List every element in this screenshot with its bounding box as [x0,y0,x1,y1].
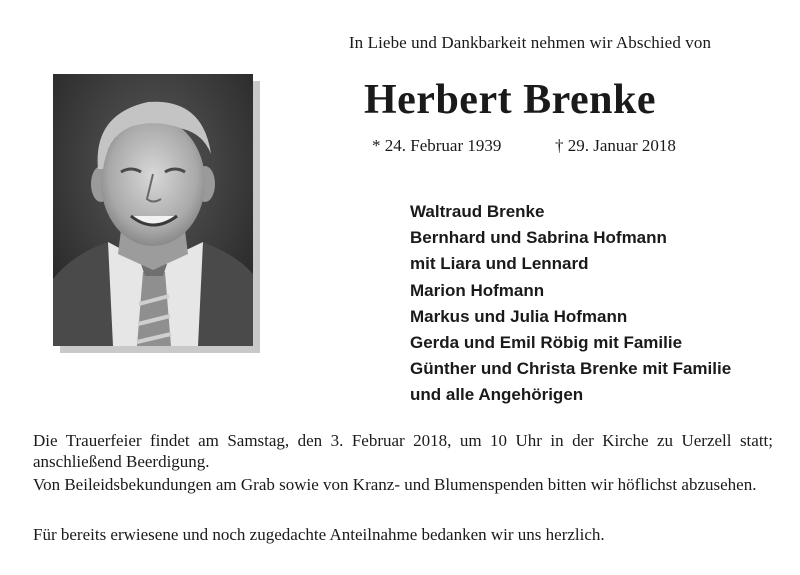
mourner-item: und alle Angehörigen [410,385,584,405]
mourner-item: Waltraud Brenke [410,202,545,221]
deceased-name: Herbert Brenke [364,77,656,123]
thanks-note: Für bereits erwiesene und noch zugedachte Anteilnahme bedanken wir uns herzlich. [33,525,605,544]
mourner-item: Bernhard und Sabrina Hofmann [410,228,667,248]
portrait-photo [53,74,253,346]
mourner-item: Günther und Christa Brenke mit Familie [410,359,732,379]
funeral-info: Die Trauerfeier findet am Samstag, den 3. Februar 2018, um 10 Uhr in der Kirche zu Uerzell statt; anschließend Beerdigung. [33,431,773,471]
mourner-item: mit Liara und Lennard [410,254,589,274]
mourner-item: Gerda und Emil Röbig mit Familie [410,333,683,353]
death-date: † 29. Januar 2018 [555,136,676,155]
mourner-item: Markus und Julia Hofmann [410,306,628,326]
birth-date: * 24. Februar 1939 [372,136,502,155]
condolence-request: Von Beileidsbekundungen am Grab sowie von Kranz- und Blumenspenden bitten wir höflichst abzusehen. [33,475,757,494]
intro-line: In Liebe und Dankbarkeit nehmen wir Abschied von [348,33,712,52]
mourners-list [410,199,790,409]
mourner-item: Marion Hofmann [410,280,545,300]
